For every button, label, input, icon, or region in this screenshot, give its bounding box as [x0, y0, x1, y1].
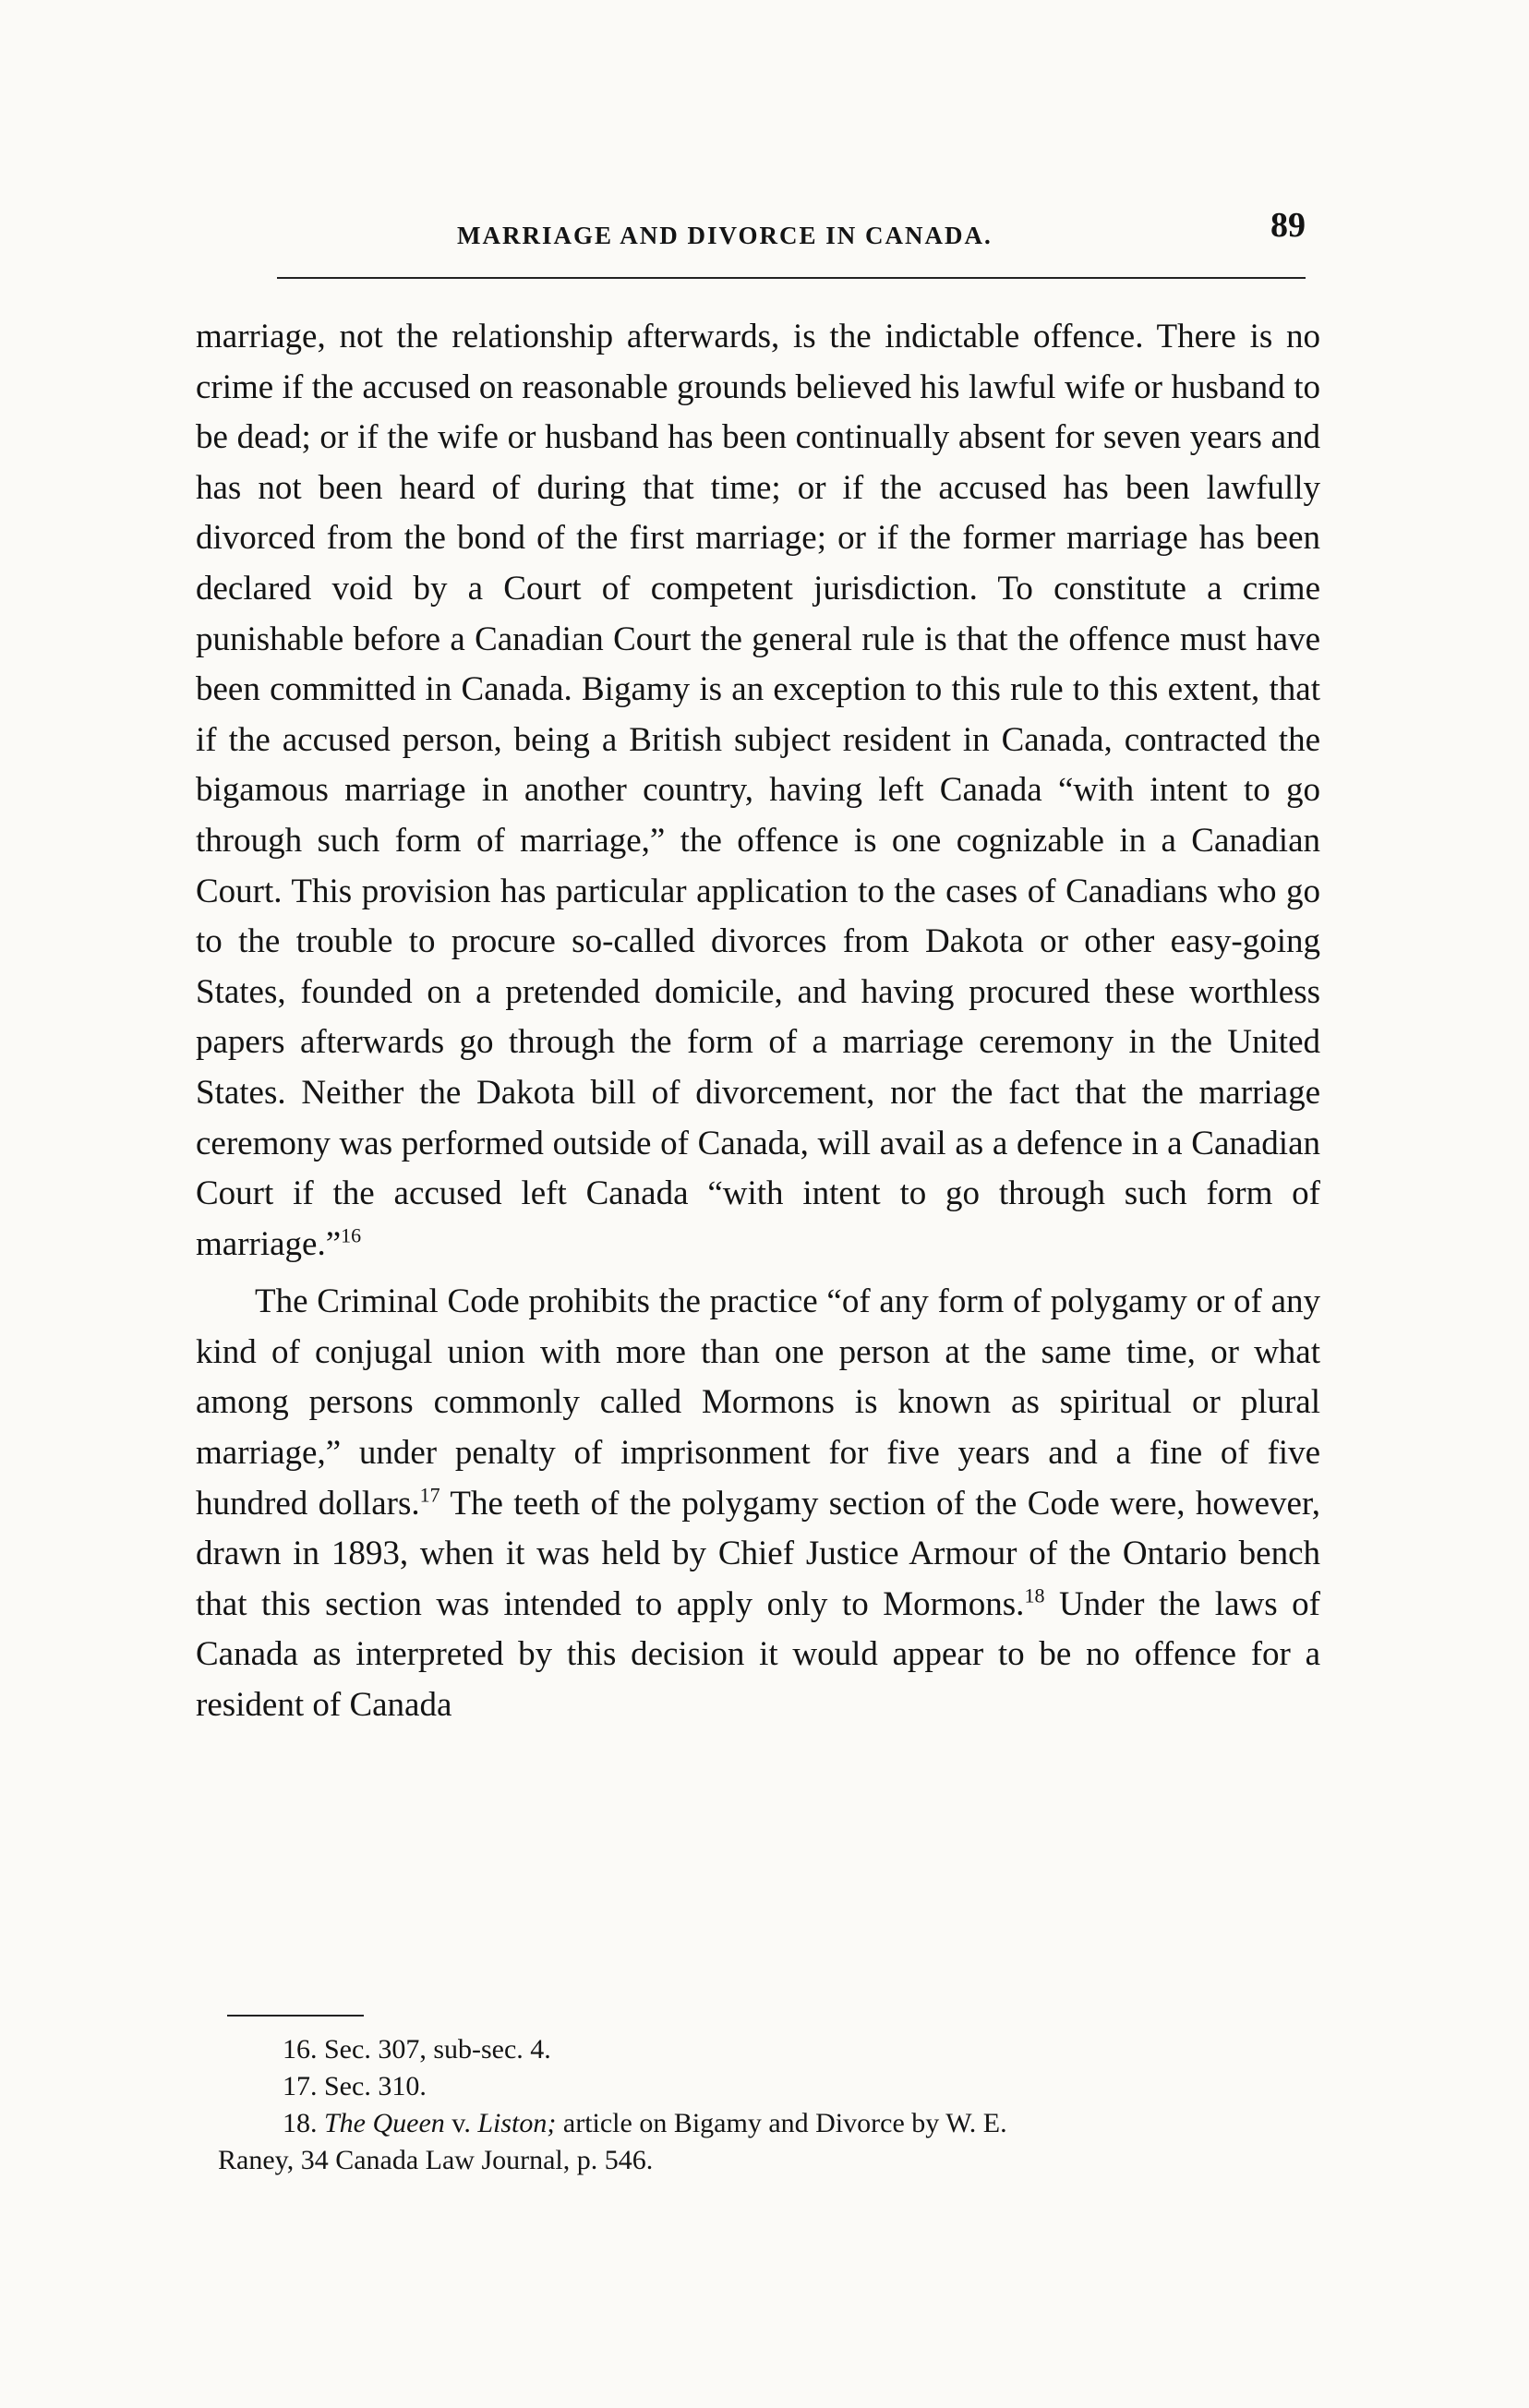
paragraph-1-text: marriage, not the relationship afterwards, is the indictable offence. There is no crime if the accused on reasonable grounds believed his lawful wife or husband to be dead; or if the wife or husband has been continually absent for seven years and has not been heard of during that time; or if the accused has been lawfully divorced from the bond of the first marriage; or if the former marriage has been declared void by a Court of competent jurisdiction. To constitute a crime punishable before a Canadian Court the general rule is that the offence must have been committed in Canada. Bigamy is an exception to this rule to this extent, that if the accused person, being a British subject resident in Canada, contracted the bigamous marriage in another country, having left Canada “with intent to go through such form of marriage,” the offence is one cognizable in a Canadian Court. This provision has particular application to the cases of Canadians who go to the trouble to procure so-called divorces from Dakota or other easy-going States, founded on a pretended domicile, and having procured these worthless papers afterwards go through the form of a marriage ceremony in the United States. Neither the Dakota bill of divorcement, nor the fact that the marriage ceremony was performed outside of Canada, will avail as a defence in a Canadian Court if the accused left Canada “with intent to go through such form of marriage.” — [196, 318, 1320, 1263]
paragraph-2-text-a: The Criminal Code prohibits the practice “of any form of polygamy or of any kind of conjugal union with more than one person at the same time, or what among persons commonly called Mormons is known as spiritual or plural marriage,” under penalty of imprisonment for five years and a fine of five hundred dollars. — [196, 1282, 1320, 1523]
paragraph-1 — [196, 312, 1320, 1270]
footnote-18-versus: v. — [444, 2108, 478, 2138]
footnote-16: 16. Sec. 307, sub-sec. 4. — [283, 2034, 551, 2065]
paragraph-2-text-b: The teeth of the polygamy section of the Code were, however, drawn in 1893, when it was held by Chief Justice Armour of the Ontario bench that this section was intended to apply only to Mormons. — [196, 1484, 1321, 1623]
paragraph-2-text-c: Under the laws of Canada as interpreted by this decision it would appear to be no offence for a resident of Canada — [196, 1584, 1320, 1725]
footnote-ref-18: 18 — [1024, 1583, 1045, 1607]
footnote-18-continued: Raney, 34 Canada Law Journal, p. 546. — [218, 2145, 654, 2175]
page-number: 89 — [1270, 206, 1306, 245]
page-header — [277, 205, 1306, 260]
footnote-rule — [227, 2015, 364, 2017]
body-text — [196, 312, 1320, 1731]
footnote-ref-17: 17 — [419, 1483, 440, 1507]
footnote-18-case-party-b: Liston; — [477, 2108, 557, 2138]
footnote-17: 17. Sec. 310. — [283, 2071, 427, 2101]
footnotes — [218, 2031, 1326, 2179]
footnote-18-text: article on Bigamy and Divorce by W. E. — [556, 2108, 1007, 2138]
running-title: MARRIAGE AND DIVORCE IN CANADA. — [457, 222, 993, 249]
footnote-18-case-party-a: The Queen — [324, 2108, 445, 2138]
header-rule — [277, 277, 1306, 279]
footnote-18-number: 18. — [283, 2108, 318, 2138]
footnote-18 — [218, 2105, 1326, 2142]
paragraph-2 — [196, 1277, 1320, 1730]
footnote-ref-16: 16 — [341, 1223, 362, 1247]
